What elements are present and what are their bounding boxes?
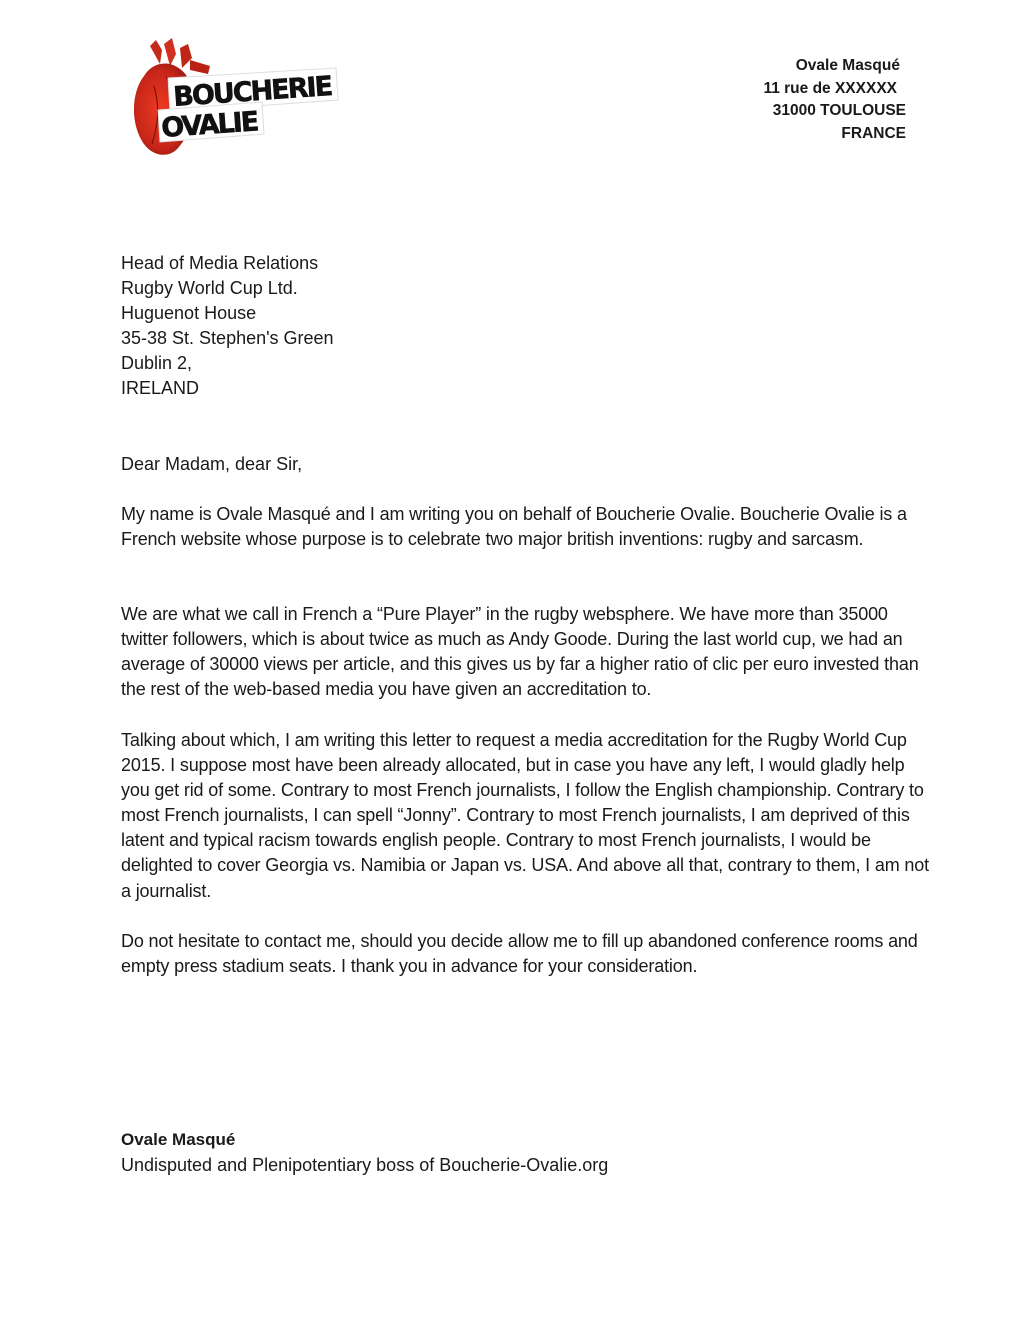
- body-paragraph-closing: Do not hesitate to contact me, should you decide allow me to fill up abandoned conference rooms and empty press stadium seats. I thank you in advance for your consideration.: [121, 931, 918, 977]
- sender-address: [763, 55, 906, 145]
- signature-name: Ovale Masqué: [121, 1130, 236, 1149]
- body-paragraph-audience: We are what we call in French a “Pure Player” in the rugby websphere. We have more than 35000 twitter followers, which is about twice as much as Andy Goode. During the last world cup, we had an average of 30000 views per article, and this gives us by far a higher ratio of clic per euro invested than the rest of the web-based media you have given an accreditation to.: [121, 604, 919, 700]
- recipient-line: Rugby World Cup Ltd.: [121, 278, 298, 298]
- logo-text-line2: OVALIE: [160, 106, 261, 144]
- sender-street: 11 rue de XXXXXX: [763, 79, 897, 97]
- recipient-line: Head of Media Relations: [121, 253, 319, 273]
- salutation: Dear Madam, dear Sir,: [121, 454, 303, 474]
- boucherie-ovalie-logo: [130, 36, 340, 160]
- body-paragraph-request: Talking about which, I am writing this letter to request a media accreditation for the Rugby World Cup 2015. I suppose most have been already allocated, but in case you have any left, I would gladly help you get rid of some. Contrary to most French journalists, I follow the English championship. Contrary to most French journalists, I can spell “Jonny”. Contrary to most French journalists, I am deprived of this latent and typical racism towards english people. Contrary to most French journalists, I would be delighted to cover Georgia vs. Namibia or Japan vs. USA. And above all that, contrary to them, I am not a journalist.: [121, 730, 929, 901]
- recipient-line: 35-38 St. Stephen's Green: [121, 328, 334, 348]
- recipient-address: [121, 251, 334, 401]
- sender-city: 31000 TOULOUSE: [772, 102, 906, 119]
- signature-title: Undisputed and Plenipotentiary boss of Boucherie-Ovalie.org: [121, 1155, 609, 1175]
- recipient-line: IRELAND: [121, 378, 200, 398]
- sender-country: FRANCE: [841, 124, 906, 142]
- sender-name: Ovale Masqué: [795, 57, 900, 74]
- recipient-line: Huguenot House: [121, 303, 257, 323]
- body-paragraph-introduction: My name is Ovale Masqué and I am writing you on behalf of Boucherie Ovalie. Boucherie Ovalie is a French website whose purpose is to celebrate two major british inventions: rugby and sarcasm.: [121, 504, 907, 550]
- recipient-line: Dublin 2,: [121, 353, 193, 373]
- anatomical-heart-icon: [130, 36, 340, 160]
- logo-text-line1: BOUCHERIE: [172, 70, 335, 113]
